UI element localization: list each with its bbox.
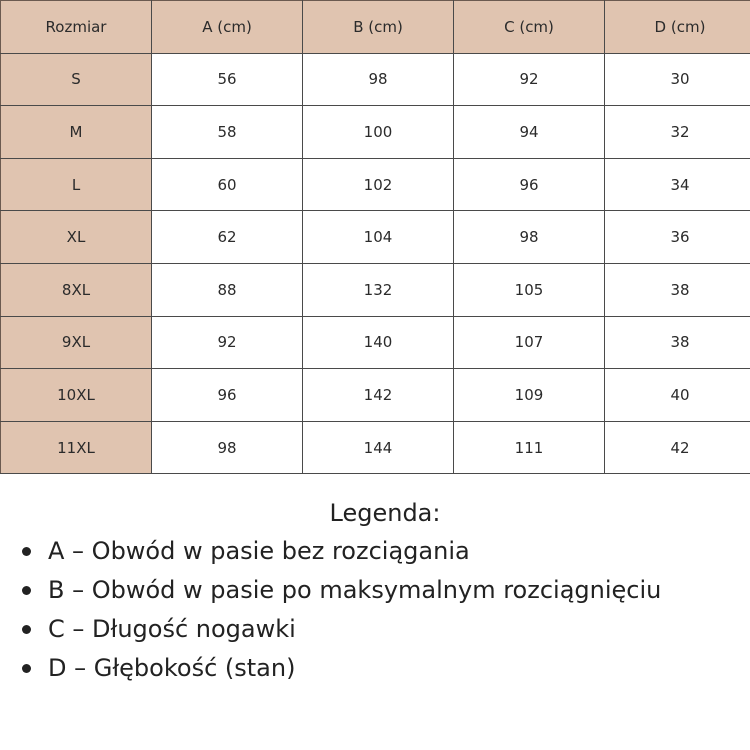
table-row — [1, 369, 750, 422]
table-row — [1, 106, 750, 159]
value-c: 111 — [454, 421, 605, 474]
legend-item-a — [22, 532, 750, 571]
value-c: 109 — [454, 369, 605, 422]
legend-title: Legenda: — [329, 499, 441, 527]
value-a: 62 — [152, 211, 303, 264]
value-a: 96 — [152, 369, 303, 422]
header-d: D (cm) — [605, 1, 750, 54]
value-c: 96 — [454, 158, 605, 211]
table-row — [1, 211, 750, 264]
value-d: 38 — [605, 316, 750, 369]
size-label: 8XL — [1, 263, 152, 316]
value-c: 92 — [454, 53, 605, 106]
value-b: 132 — [303, 263, 454, 316]
legend-item-text: A – Obwód w pasie bez rozciągania — [48, 537, 470, 565]
header-a: A (cm) — [152, 1, 303, 54]
bullet-icon — [22, 664, 31, 673]
value-b: 142 — [303, 369, 454, 422]
value-d: 30 — [605, 53, 750, 106]
size-label: M — [1, 106, 152, 159]
value-c: 105 — [454, 263, 605, 316]
value-d: 38 — [605, 263, 750, 316]
value-b: 140 — [303, 316, 454, 369]
bullet-icon — [22, 625, 31, 634]
value-a: 98 — [152, 421, 303, 474]
legend-item-c — [22, 610, 750, 649]
table-row — [1, 421, 750, 474]
table-row — [1, 158, 750, 211]
table-row — [1, 263, 750, 316]
value-d: 32 — [605, 106, 750, 159]
table-header-row — [1, 1, 750, 54]
value-a: 88 — [152, 263, 303, 316]
value-d: 40 — [605, 369, 750, 422]
value-c: 107 — [454, 316, 605, 369]
legend-item-text: C – Długość nogawki — [48, 615, 296, 643]
value-a: 92 — [152, 316, 303, 369]
value-c: 94 — [454, 106, 605, 159]
legend-item-b — [22, 571, 750, 610]
value-c: 98 — [454, 211, 605, 264]
value-b: 102 — [303, 158, 454, 211]
size-label: 11XL — [1, 421, 152, 474]
value-b: 104 — [303, 211, 454, 264]
legend-item-text: B – Obwód w pasie po maksymalnym rozciągnięciu — [48, 576, 662, 604]
legend-list — [0, 532, 750, 688]
size-label: L — [1, 158, 152, 211]
value-b: 98 — [303, 53, 454, 106]
size-label: XL — [1, 211, 152, 264]
bullet-icon — [22, 547, 31, 556]
value-d: 36 — [605, 211, 750, 264]
legend-item-text: D – Głębokość (stan) — [48, 654, 296, 682]
header-size: Rozmiar — [1, 1, 152, 54]
table-row — [1, 53, 750, 106]
value-d: 42 — [605, 421, 750, 474]
size-label: 10XL — [1, 369, 152, 422]
size-label: S — [1, 53, 152, 106]
header-b: B (cm) — [303, 1, 454, 54]
table-row — [1, 316, 750, 369]
value-a: 60 — [152, 158, 303, 211]
bullet-icon — [22, 586, 31, 595]
value-a: 58 — [152, 106, 303, 159]
header-c: C (cm) — [454, 1, 605, 54]
size-label: 9XL — [1, 316, 152, 369]
value-b: 100 — [303, 106, 454, 159]
legend — [0, 496, 750, 688]
legend-item-d — [22, 649, 750, 688]
value-b: 144 — [303, 421, 454, 474]
value-a: 56 — [152, 53, 303, 106]
value-d: 34 — [605, 158, 750, 211]
